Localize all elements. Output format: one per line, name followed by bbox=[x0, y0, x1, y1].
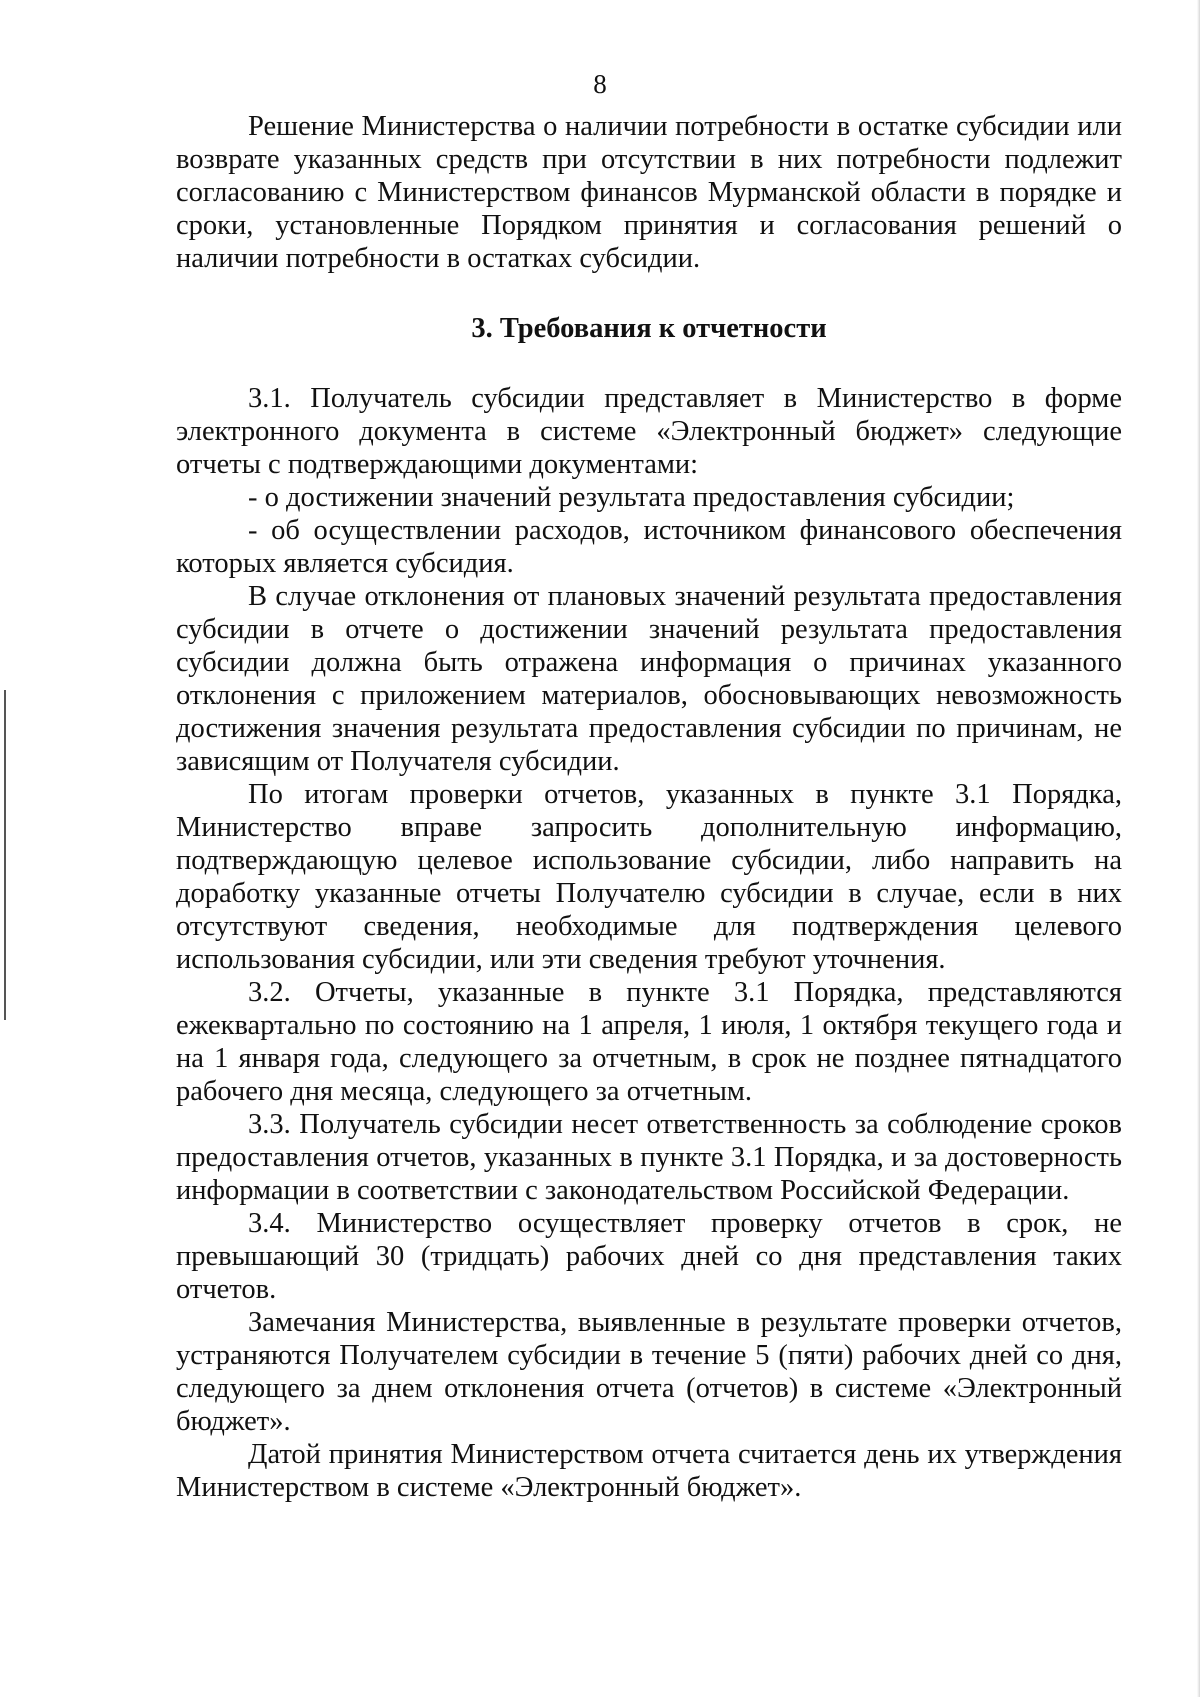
intro-paragraph: Решение Министерства о наличии потребности в остатке субсидии или возврате указанных средств при отсутствии в них потребности подлежит согласованию с Министерством финансов Мурманской области в порядке и сроки, установленные Порядком принятия и согласования решений о наличии потребности в остатках субсидии. bbox=[176, 111, 1122, 274]
scan-edge-mark bbox=[4, 690, 6, 1020]
document-body bbox=[176, 110, 1122, 1504]
paragraph-3-1: 3.1. Получатель субсидии представляет в Министерство в форме электронного документа в системе «Электронный бюджет» следующие отчеты с подтверждающими документами: bbox=[176, 383, 1122, 480]
paragraph-3-4: 3.4. Министерство осуществляет проверку отчетов в срок, не превышающий 30 (тридцать) рабочих дней со дня представления таких отчетов. bbox=[176, 1208, 1122, 1305]
page-number: 8 bbox=[593, 69, 607, 99]
paragraph-3-3: 3.3. Получатель субсидии несет ответственность за соблюдение сроков предоставления отчетов, указанных в пункте 3.1 Порядка, и за достоверность информации в соответствии с законодательством Российской Федерации. bbox=[176, 1109, 1122, 1206]
section-heading: 3. Требования к отчетности bbox=[471, 313, 827, 344]
paragraph-remarks: Замечания Министерства, выявленные в результате проверки отчетов, устраняются Получателем субсидии в течение 5 (пяти) рабочих дней со дня, следующего за днем отклонения отчета (отчетов) в системе «Электронный бюджет». bbox=[176, 1307, 1122, 1437]
paragraph-deviation: В случае отклонения от плановых значений результата предоставления субсидии в отчете о достижении значений результата предоставления субсидии должна быть отражена информация о причинах указанного отклонения с приложением материалов, обосновывающих невозможность достижения значения результата предоставления субсидии по причинам, не зависящим от Получателя субсидии. bbox=[176, 581, 1122, 777]
spacer bbox=[176, 345, 1122, 382]
spacer bbox=[176, 275, 1122, 312]
list-item-results: - о достижении значений результата предоставления субсидии; bbox=[248, 482, 1015, 513]
paragraph-3-2: 3.2. Отчеты, указанные в пункте 3.1 Порядка, представляются ежеквартально по состоянию на 1 апреля, 1 июля, 1 октября текущего года и на 1 января года, следующего за отчетным, в срок не позднее пятнадцатого рабочего дня месяца, следующего за отчетным. bbox=[176, 977, 1122, 1107]
paragraph-acceptance-date: Датой принятия Министерством отчета считается день их утверждения Министерством в системе «Электронный бюджет». bbox=[176, 1439, 1122, 1503]
paragraph-verification: По итогам проверки отчетов, указанных в пункте 3.1 Порядка, Министерство вправе запросить дополнительную информацию, подтверждающую целевое использование субсидии, либо направить на доработку указанные отчеты Получателю субсидии в случае, если в них отсутствуют сведения, необходимые для подтверждения целевого использования субсидии, или эти сведения требуют уточнения. bbox=[176, 779, 1122, 975]
list-item-expenses: - об осуществлении расходов, источником финансового обеспечения которых является субсидия. bbox=[176, 515, 1122, 579]
